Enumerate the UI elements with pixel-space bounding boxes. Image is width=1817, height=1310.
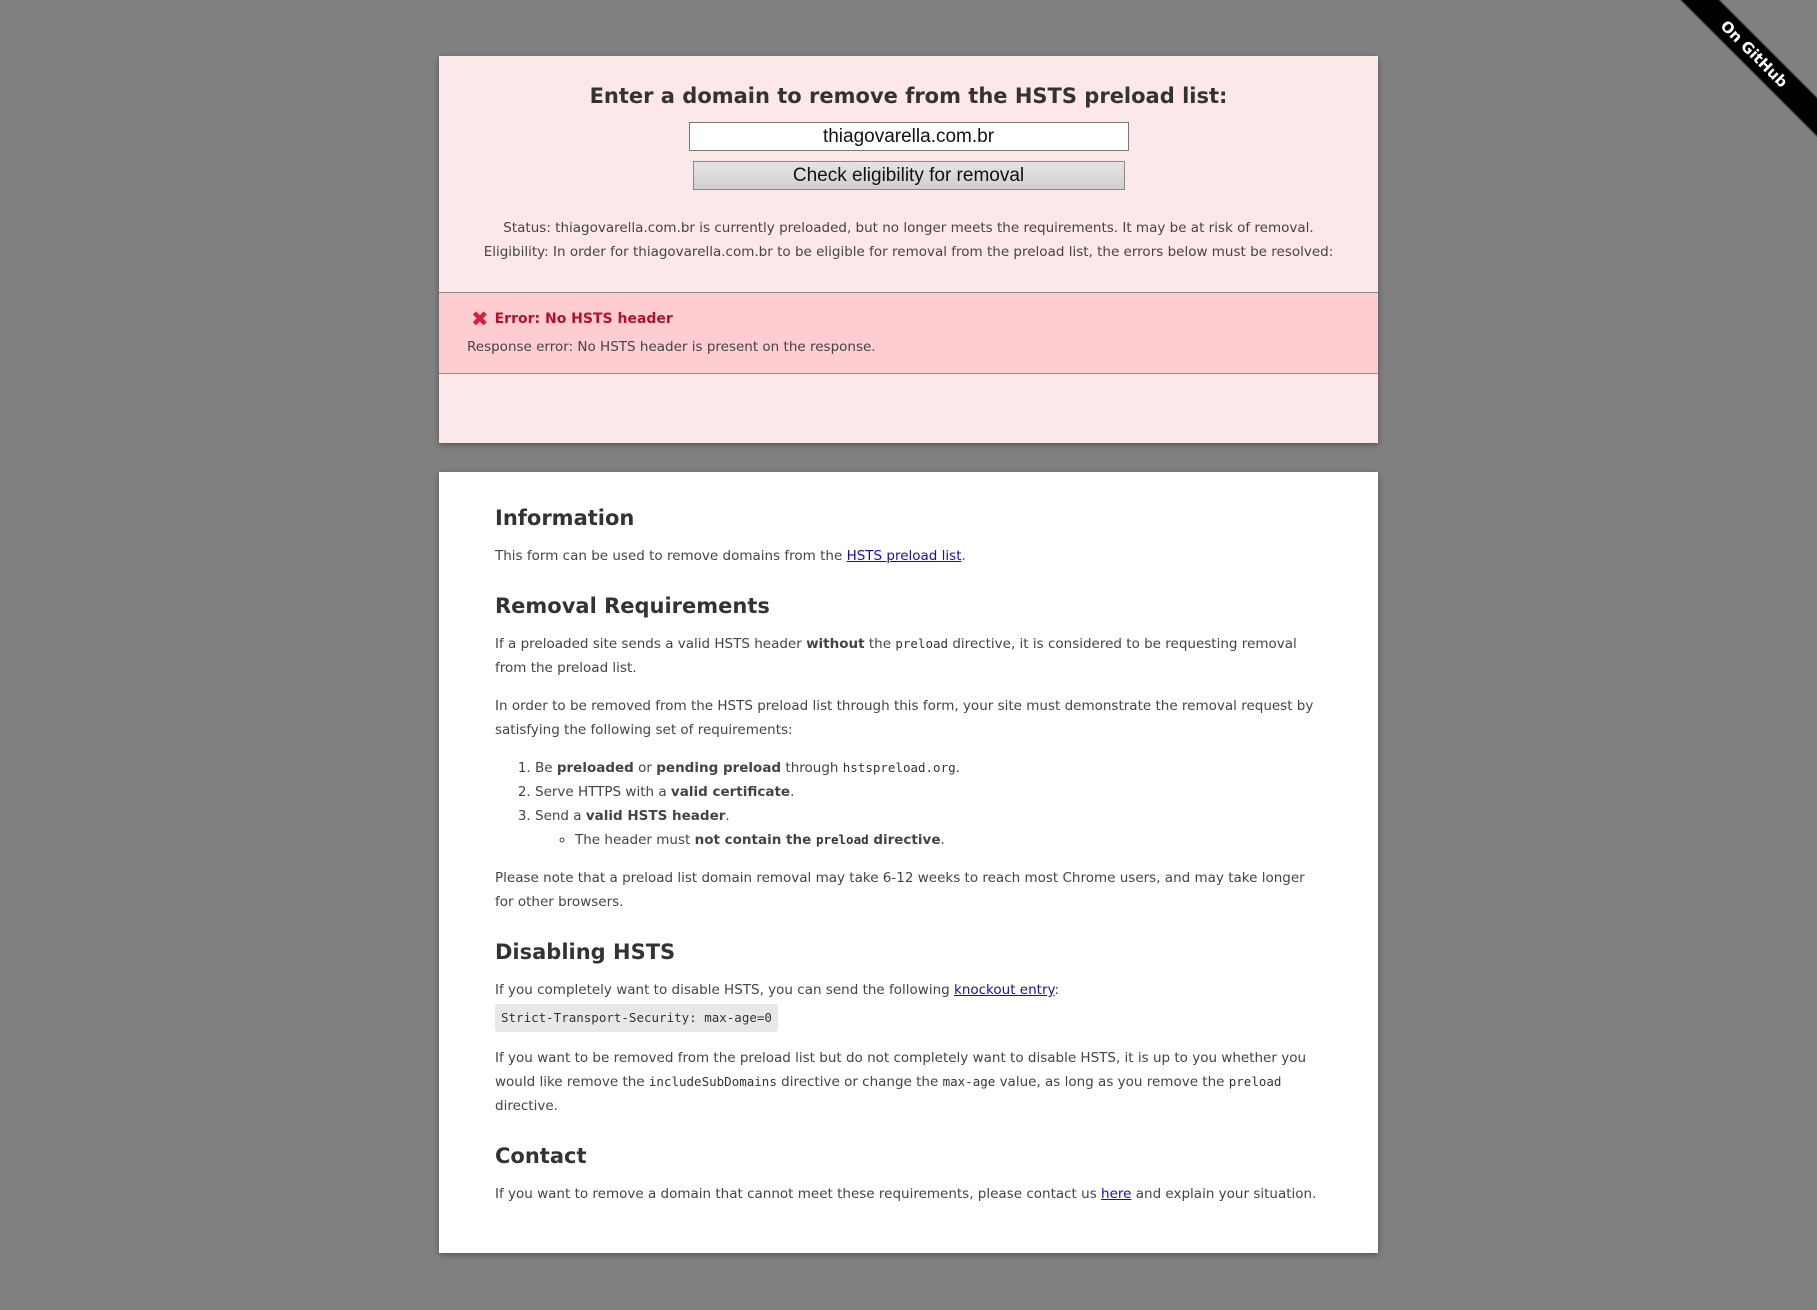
status-text: Status: thiagovarella.com.br is currently preloaded, but no longer meets the requirements. It may be at risk of removal.	[503, 220, 1314, 236]
domain-input[interactable]	[689, 122, 1129, 151]
req1-bold-1: preloaded	[556, 760, 634, 776]
disabling-p1-text: If you completely want to disable HSTS, you can send the following	[495, 982, 954, 998]
contact-suffix: and explain your situation.	[1131, 1186, 1317, 1202]
removal-p1-code: preload	[895, 636, 949, 651]
knockout-entry-link[interactable]: knockout entry	[954, 982, 1055, 998]
req2-end: .	[790, 784, 795, 800]
sub-end: .	[940, 832, 945, 848]
requirement-item-2	[535, 780, 1322, 804]
information-intro-suffix: .	[961, 548, 966, 564]
req1-end: .	[955, 760, 960, 776]
removal-paragraph-2: In order to be removed from the HSTS preload list through this form, your site must demonstrate the removal request by satisfying the following set of requirements:	[495, 698, 1314, 738]
sub-bold	[695, 832, 941, 848]
disabling-p2-code2: max-age	[942, 1074, 996, 1089]
contact-here-link[interactable]: here	[1101, 1186, 1132, 1202]
requirement-sublist	[535, 828, 1322, 852]
form-title: Enter a domain to remove from the HSTS preload list:	[589, 84, 1228, 108]
requirement-item-3	[535, 804, 1322, 852]
github-ribbon[interactable]	[1657, 0, 1817, 160]
removal-p1-bold: without	[806, 636, 865, 652]
req1-text2: through	[781, 760, 843, 776]
info-card	[439, 472, 1378, 1253]
removal-heading: Removal Requirements	[495, 594, 770, 618]
disabling-paragraph-2	[495, 1046, 1322, 1118]
requirement-item-1	[535, 756, 1322, 780]
knockout-code-block: Strict-Transport-Security: max-age=0	[495, 1004, 778, 1032]
error-description: Response error: No HSTS header is present on the response.	[467, 339, 876, 355]
error-title-text: Error: No HSTS header	[494, 311, 673, 327]
req2-bold: valid certificate	[670, 784, 791, 800]
disabling-p1-suffix: :	[1054, 982, 1060, 998]
disabling-p2-text3: value, as long as you remove the	[995, 1074, 1229, 1090]
disabling-paragraph-1	[495, 978, 1322, 1032]
hsts-preload-list-link[interactable]: HSTS preload list	[846, 548, 962, 564]
disabling-p2-end: directive.	[495, 1098, 558, 1114]
information-heading: Information	[495, 506, 635, 530]
check-eligibility-button[interactable]: Check eligibility for removal	[693, 161, 1125, 190]
disabling-heading: Disabling HSTS	[495, 940, 676, 964]
error-panel	[439, 292, 1378, 374]
information-intro-text: This form can be used to remove domains from the	[495, 548, 847, 564]
information-intro	[495, 544, 1322, 568]
x-icon: ✖	[471, 307, 489, 331]
requirements-list	[495, 756, 1322, 852]
removal-paragraph-1	[495, 632, 1322, 680]
disabling-p2-code1: includeSubDomains	[648, 1074, 777, 1089]
status-block	[439, 216, 1378, 264]
req1-bold-2: pending preload	[656, 760, 782, 776]
removal-p1-text3: directive, it is considered to be requesting removal from the preload list.	[495, 636, 1297, 676]
github-ribbon-label[interactable]: On GitHub	[1663, 0, 1817, 145]
removal-p1-text2: the	[864, 636, 896, 652]
removal-note: Please note that a preload list domain removal may take 6-12 weeks to reach most Chrome users, and may take longer for other browsers.	[495, 870, 1305, 910]
sub-bold-text: not contain the	[694, 832, 816, 848]
removal-form-card	[439, 56, 1378, 443]
contact-paragraph	[495, 1182, 1322, 1206]
requirement-subitem	[575, 828, 1322, 852]
eligibility-text: Eligibility: In order for thiagovarella.com.br to be eligible for removal from the preload list, the errors below must be resolved:	[483, 244, 1334, 260]
sub-code: preload	[815, 832, 869, 847]
error-title	[471, 307, 673, 331]
req1-code: hstspreload.org	[842, 760, 956, 775]
contact-text: If you want to remove a domain that cannot meet these requirements, please contact us	[495, 1186, 1102, 1202]
req3-text: Send a	[535, 808, 586, 824]
req2-text: Serve HTTPS with a	[535, 784, 671, 800]
req1-or: or	[633, 760, 657, 776]
req3-end: .	[725, 808, 730, 824]
disabling-p2-text: If you want to be removed from the preload list but do not completely want to disable HSTS, it is up to you whether you would like remove the	[495, 1050, 1307, 1090]
contact-heading: Contact	[495, 1144, 587, 1168]
sub-bold-text2: directive	[868, 832, 941, 848]
disabling-p2-code3: preload	[1228, 1074, 1282, 1089]
sub-text: The header must	[575, 832, 695, 848]
req1-text: Be	[535, 760, 557, 776]
req3-bold: valid HSTS header	[585, 808, 726, 824]
removal-p1-text: If a preloaded site sends a valid HSTS header	[495, 636, 807, 652]
disabling-p2-text2: directive or change the	[776, 1074, 943, 1090]
